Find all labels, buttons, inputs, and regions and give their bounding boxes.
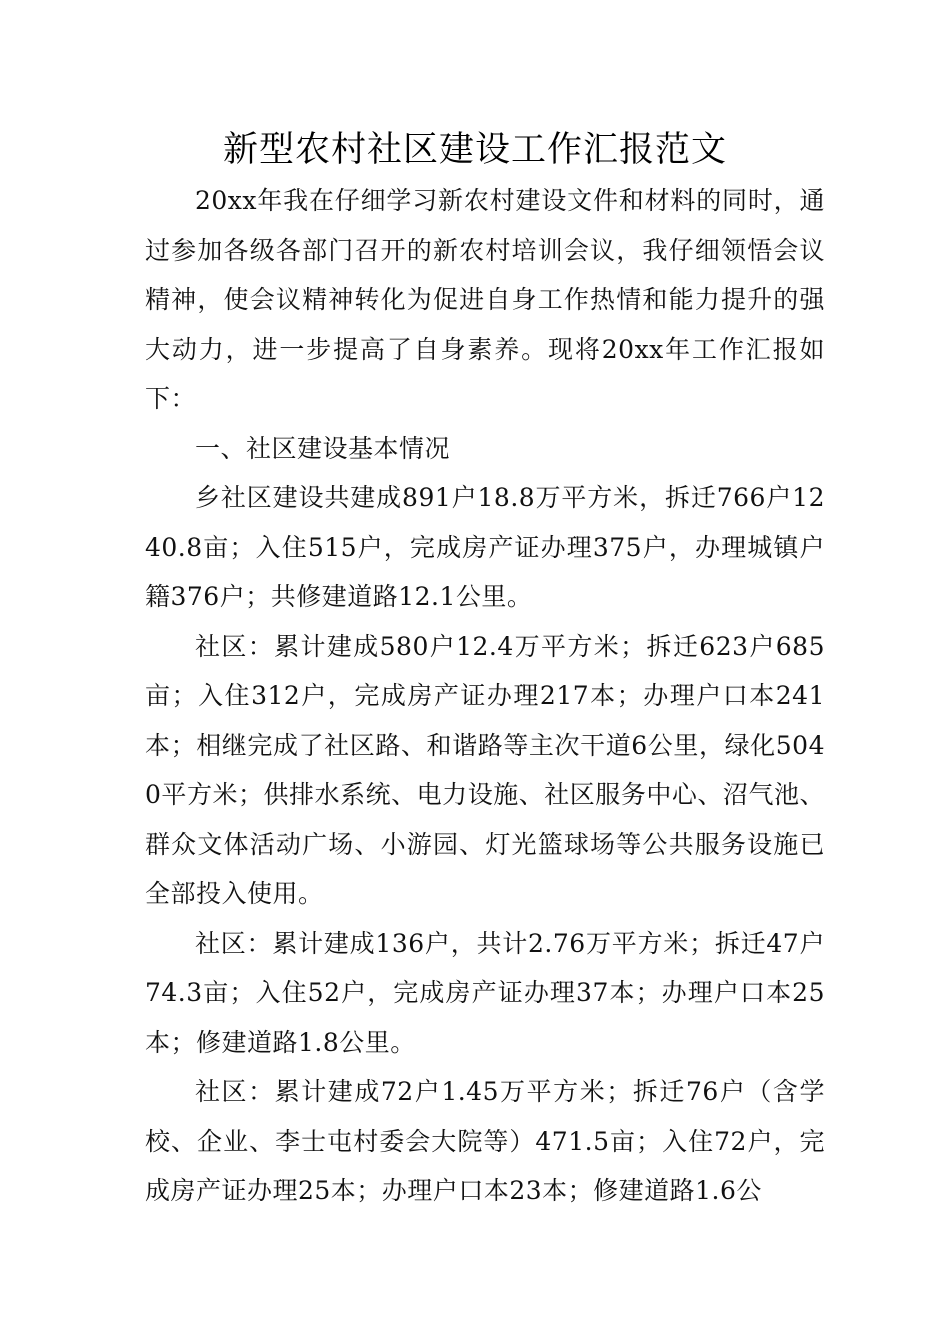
document-body [145,176,825,1216]
paragraph-community-3: 社区：累计建成72户1.45万平方米；拆迁76户（含学校、企业、李士屯村委会大院等）471.5亩；入住72户，完成房产证办理25本；办理户口本23本；修建道路1.6公 [145,1077,825,1205]
paragraph-township-summary: 乡社区建设共建成891户18.8万平方米，拆迁766户1240.8亩；入住515户，完成房产证办理375户，办理城镇户籍376户；共修建道路12.1公里。 [145,483,825,611]
paragraph-community-1: 社区：累计建成580户12.4万平方米；拆迁623户685亩；入住312户，完成房产证办理217本；办理户口本241本；相继完成了社区路、和谐路等主次干道6公里，绿化5040平方米；供排水系统、电力设施、社区服务中心、沼气池、群众文体活动广场、小游园、灯光篮球场等公共服务设施已全部投入使用。 [145,631,825,908]
paragraph-intro: 20xx年我在仔细学习新农村建设文件和材料的同时，通过参加各级各部门召开的新农村培训会议，我仔细领悟会议精神，使会议精神转化为促进自身工作热情和能力提升的强大动力，进一步提高了自身素养。现将20xx年工作汇报如下： [145,186,825,413]
section-heading: 一、社区建设基本情况 [195,433,451,463]
paragraph-community-2: 社区：累计建成136户，共计2.76万平方米；拆迁47户74.3亩；入住52户，完成房产证办理37本；办理户口本25本；修建道路1.8公里。 [145,928,825,1057]
document-title: 新型农村社区建设工作汇报范文 [222,130,727,170]
